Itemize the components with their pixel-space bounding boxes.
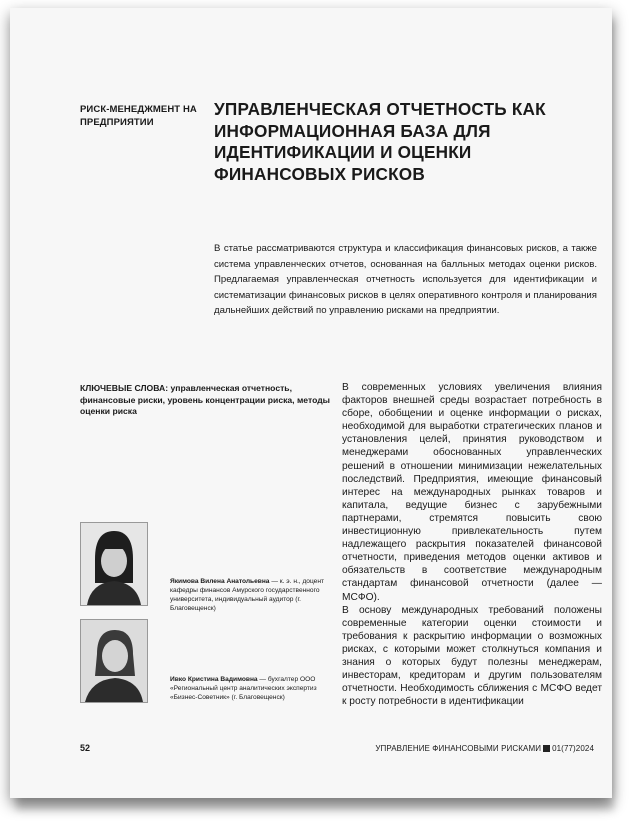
keywords-label: КЛЮЧЕВЫЕ СЛОВА:	[80, 383, 169, 393]
journal-name: УПРАВЛЕНИЕ ФИНАНСОВЫМИ РИСКАМИ	[375, 744, 542, 753]
author-details-1: — к. э. н., доцент кафедры финансов Амурского государственного университета, индивидуальный аудитор (г. Благовещенск)	[170, 578, 325, 612]
author-photo-2	[80, 619, 148, 703]
article-title: УПРАВЛЕНЧЕСКАЯ ОТЧЕТНОСТЬ КАК ИНФОРМАЦИОННАЯ БАЗА ДЛЯ ИДЕНТИФИКАЦИИ И ОЦЕНКИ ФИНАНСОВЫХ РИСКОВ	[214, 99, 546, 184]
square-separator-icon	[543, 745, 550, 752]
author-name-1: Якимова Вилена Анатольевна	[170, 578, 270, 585]
abstract: В статье рассматриваются структура и классификация финансовых рисков, а также система управленческих отчетов, основанная на балльных методах оценки рисков. Предлагаемая управленческая отчетность используется для идентификации и систематизации финансовых рисков в целях оперативного контроля и планирования дальнейших действий по управлению рисками на предприятии.	[214, 243, 597, 317]
body-text	[342, 381, 602, 708]
author-info-1	[170, 577, 330, 613]
page-number: 52	[80, 743, 91, 753]
keywords-text: управленческая отчетность, финансовые риски, уровень концентрации риска, методы оценки риска	[80, 383, 330, 416]
body-paragraph-2: В основу международных требований положены современные категории оценки стоимости и требования к раскрытию информации о возможных рисках, с которыми может столкнуться компания и знания о которых будут полезны менеджерам, инвесторам, кредиторам и другим пользователям отчетности. Необходимость сближения с МСФО ведет к росту потребности в идентификации	[342, 604, 602, 708]
issue-number: 01(77)2024	[552, 744, 594, 753]
author-name-2: Ивко Кристина Вадимовна	[170, 676, 258, 683]
journal-page	[10, 8, 612, 798]
author-photo-1	[80, 522, 148, 606]
author-details-2: — бухгалтер ООО «Региональный центр аналитических экспертиз «Бизнес-Советник» (г. Благовещенск)	[170, 676, 317, 701]
keywords	[80, 383, 332, 418]
body-paragraph-1: В современных условиях увеличения влияния факторов внешней среды возрастает потребность в сборе, обобщении и оценке информации о рисках, необходимой для выработки стратегических планов и установления целей, принятия руководством и менеджерами обоснованных управленческих решений в отношении минимизации нежелательных последствий. Предприятия, имеющие финансовый интерес на международных рынках товаров и капитала, ведущие бизнес с зарубежными партнерами, стремятся повысить свою инвестиционную привлекательность путем надлежащего раскрытия показателей финансовой отчетности, приведения методов оценки активов и обязательств в соответствие международным стандартам финансовой отчетности (далее — МСФО).	[342, 382, 602, 603]
journal-footer	[375, 744, 594, 753]
author-info-2	[170, 675, 330, 702]
section-label: РИСК-МЕНЕДЖМЕНТ НА ПРЕДПРИЯТИИ	[80, 104, 197, 128]
